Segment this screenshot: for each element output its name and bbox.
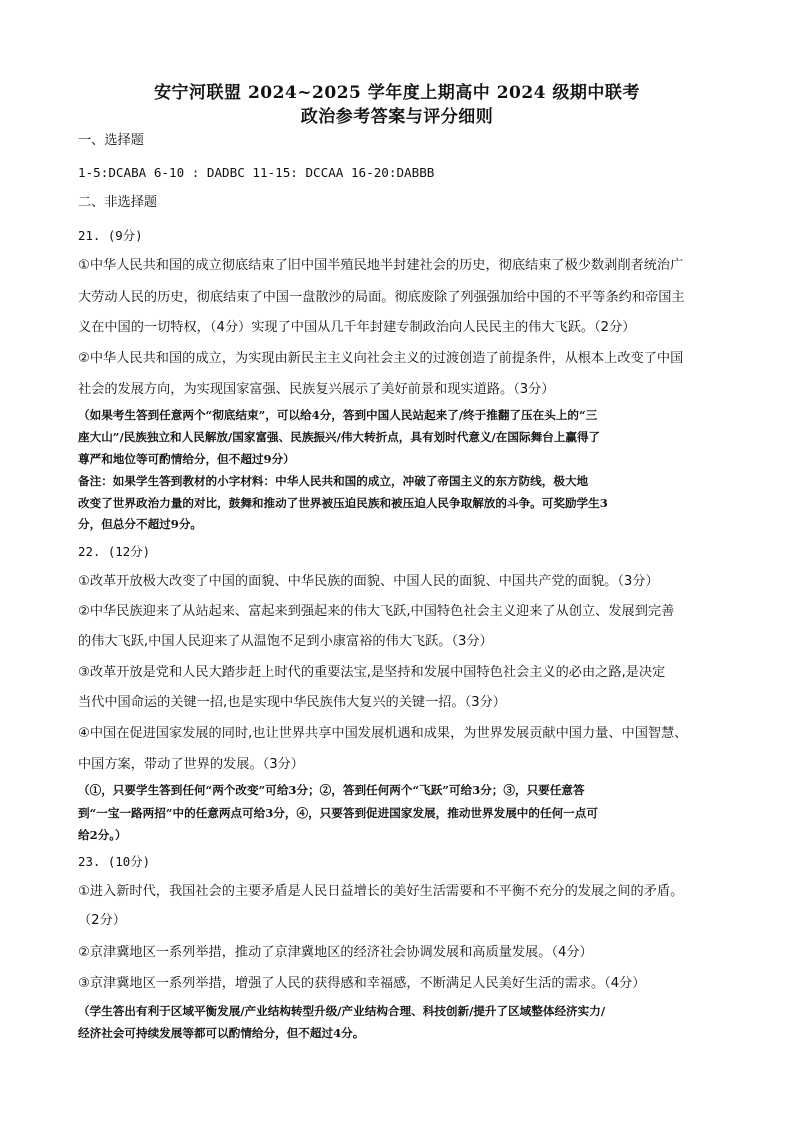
q21-note: 尊严和地位等可酌情给分，但不超过9分） (78, 452, 295, 466)
q21-line: ②中华人民共和国的成立，为实现由新民主主义向社会主义的过渡创造了前提条件，从根本上改变了中国 (78, 351, 684, 366)
q21-note: （如果考生答到任意两个“彻底结束”，可以给4分，答到中国人民站起来了/终于推翻了压在头上的“三 (78, 408, 598, 422)
q22-score: 22. (12分) (78, 544, 151, 559)
q21-remark: 改变了世界政治力量的对比，鼓舞和推动了世界被压迫民族和被压迫人民争取解放的斗争。可奖励学生3 (78, 496, 608, 510)
choice-answers: 1-5:DCABA 6-10 : DADBC 11-15: DCCAA 16-20:DABBB (78, 165, 435, 180)
q22-note: 到“一宝一路两招”中的任意两点可给3分，④，只要答到促进国家发展，推动世界发展中的任何一点可 (78, 806, 598, 820)
q21-note: 座大山”/民族独立和人民解放/国家富强、民族振兴/伟大转折点，具有划时代意义/在国际舞台上赢得了 (78, 430, 601, 444)
q23-line: （2分） (78, 913, 126, 928)
document-subtitle: 政治参考答案与评分细则 (300, 107, 494, 127)
q21-line: 义在中国的一切特权，（4分）实现了中国从几千年封建专制政治向人民民主的伟大飞跃。（2分） (78, 320, 636, 335)
q21-line: 社会的发展方向，为实现国家富强、民族复兴展示了美好前景和现实道路。（3分） (78, 382, 555, 397)
q22-line: ①改革开放极大改变了中国的面貌、中华民族的面貌、中国人民的面貌、中国共产党的面貌。（3分） (78, 574, 659, 589)
q22-line: ③改革开放是党和人民大踏步赶上时代的重要法宝,是坚持和发展中国特色社会主义的必由之路,是决定 (78, 665, 666, 680)
q22-note: （①，只要学生答到任何“两个改变”可给3分；②，答到任何两个“飞跃”可给3分；③，只要任意答 (78, 783, 585, 797)
q22-line: ②中华民族迎来了从站起来、富起来到强起来的伟大飞跃,中国特色社会主义迎来了从创立、发展到完善 (78, 604, 675, 619)
q22-line: 的伟大飞跃,中国人民迎来了从温饱不足到小康富裕的伟大飞跃。（3分） (78, 634, 493, 649)
q22-note: 给2分。） (78, 828, 127, 842)
q21-score: 21. (9分) (78, 228, 143, 243)
q21-remark: 分，但总分不超过9分。 (78, 517, 203, 531)
q21-line: 大劳动人民的历史，彻底结束了中国一盘散沙的局面。彻底废除了列强强加给中国的不平等条约和帝国主 (78, 290, 685, 305)
section-heading-choice: 一、选择题 (78, 133, 144, 148)
q23-score: 23. (10分) (78, 854, 151, 869)
q23-note: （学生答出有利于区域平衡发展/产业结构转型升级/产业结构合理、科技创新/提升了区域整体经济实力/ (78, 1004, 606, 1018)
document-title: 安宁河联盟 2024~2025 学年度上期高中 2024 级期中联考 (154, 83, 640, 103)
q23-note: 经济社会可持续发展等都可以酌情给分，但不超过4分。 (78, 1026, 365, 1040)
q21-line: ①中华人民共和国的成立彻底结束了旧中国半殖民地半封建社会的历史，彻底结束了极少数剥削者统治广 (78, 258, 684, 273)
q23-line: ①进入新时代，我国社会的主要矛盾是人民日益增长的美好生活需要和不平衡不充分的发展之间的矛盾。 (78, 884, 684, 899)
q22-line: 当代中国命运的关键一招,也是实现中华民族伟大复兴的关键一招。（3分） (78, 695, 506, 710)
section-heading-nonchoice: 二、非选择题 (78, 195, 158, 210)
q22-line: ④中国在促进国家发展的同时,也让世界共享中国发展机遇和成果，为世界发展贡献中国力量、中国智慧、 (78, 726, 688, 741)
q23-line: ③京津冀地区一系列举措，增强了人民的获得感和幸福感，不断满足人民美好生活的需求。（4分） (78, 976, 646, 991)
q23-line: ②京津冀地区一系列举措，推动了京津冀地区的经济社会协调发展和高质量发展。（4分） (78, 945, 593, 960)
q21-remark: 备注：如果学生答到教材的小字材料：中华人民共和国的成立，冲破了帝国主义的东方防线，极大地 (78, 474, 589, 488)
q22-line: 中国方案，带动了世界的发展。（3分） (78, 757, 304, 772)
